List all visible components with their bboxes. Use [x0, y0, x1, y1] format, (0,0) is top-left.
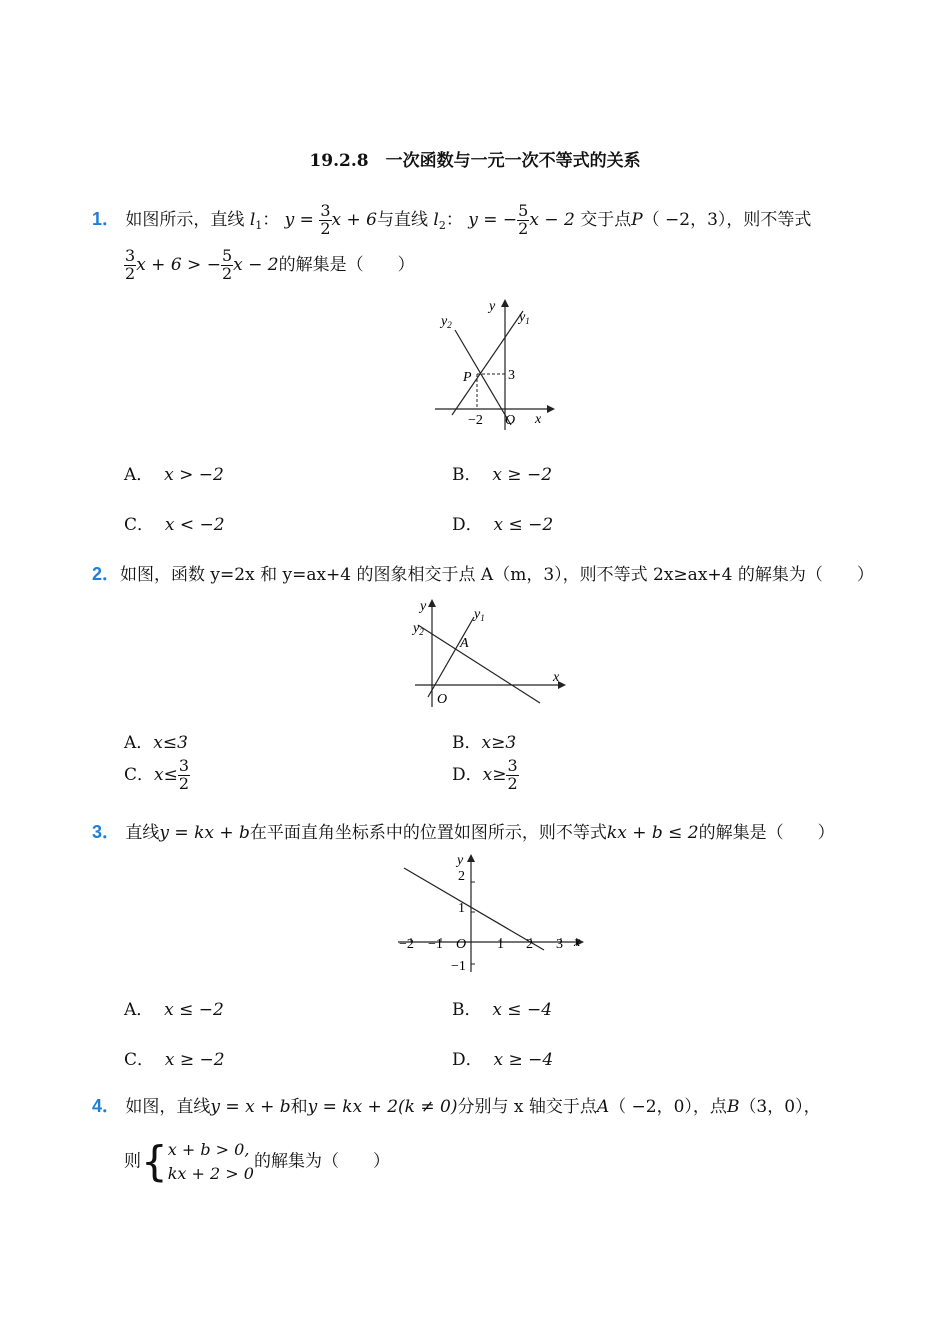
q1-eq2-num: 5 [518, 201, 529, 220]
q4-point-A: A [596, 1097, 610, 1117]
q2-option-d-text: x≥ [482, 764, 507, 785]
q2-option-d-den: 2 [507, 773, 518, 793]
q1-ineq-den1: 2 [125, 263, 136, 283]
q1-label-y: y [489, 299, 496, 314]
q1-label-y1: $y_1$ [519, 310, 530, 326]
q2-option-d-frac [506, 758, 518, 793]
q2-option-d-label: D． [452, 764, 483, 785]
q2-option-a-text: x≤3 [153, 733, 188, 753]
q3-number: 3． [92, 822, 121, 842]
q3-label-xn1: −1 [428, 937, 443, 952]
q2-option-c-text: x≤ [154, 764, 178, 785]
q3-option-c[interactable] [124, 1045, 225, 1070]
q4-text-a: 如图，直线 [125, 1097, 211, 1117]
q1-line1 [92, 203, 811, 238]
q1-label-P: P [463, 370, 472, 385]
q1-eq2-den: 2 [518, 218, 529, 238]
q3-y-arrow [467, 854, 475, 862]
q1-option-b-text: x ≥ −2 [492, 465, 553, 485]
q2-option-a-label: A． [124, 733, 154, 753]
q2-label-y2: $y_2$ [413, 621, 424, 637]
q2-option-d[interactable] [452, 758, 519, 793]
q1-graph [425, 295, 555, 435]
q3-text-b: 在平面直角坐标系中的位置如图所示，则不等式 [249, 823, 607, 843]
q3-option-a[interactable] [124, 995, 224, 1020]
q3-label-xn2: −2 [399, 937, 414, 952]
q4-sys2: kx + 2 > 0 [167, 1164, 254, 1183]
q1-ineq-mid: x + 6 > − [136, 254, 221, 275]
q1-y-arrow [501, 299, 509, 307]
q2-option-c-num: 3 [178, 756, 190, 775]
q4-system [168, 1138, 254, 1186]
q3-option-d[interactable] [452, 1045, 553, 1070]
q3-label-t1: 1 [458, 901, 465, 916]
q4-coord-A: （ −2，0），点 [609, 1097, 727, 1117]
q2-line1 [92, 560, 874, 586]
q1-option-b[interactable] [452, 460, 552, 485]
q1-ineq-frac1 [124, 248, 136, 283]
q1-eq2-frac [517, 203, 529, 238]
q1-eq1-num: 3 [320, 201, 331, 220]
q2-option-c-den: 2 [178, 773, 190, 793]
q3-label-x1: 1 [497, 937, 504, 952]
q3-graph [394, 850, 594, 975]
q4-coord-B: （3，0）， [739, 1097, 821, 1117]
q1-l1-sub: 1 [255, 219, 263, 233]
q2-option-b-label: B． [452, 733, 482, 753]
q1-eq2-pre: y = − [468, 209, 518, 230]
q4-brace: { [141, 1137, 168, 1186]
q3-label-y: y [457, 853, 464, 868]
q1-eq1-den: 2 [320, 218, 331, 238]
q4-text-d: 则 [124, 1151, 141, 1172]
q3-option-d-text: x ≥ −4 [493, 1050, 554, 1070]
q1-line2 [124, 248, 415, 283]
q2-option-c-frac [178, 758, 190, 793]
q1-eq1-frac [319, 203, 331, 238]
q1-l2-sub: 2 [438, 219, 446, 233]
q1-x-arrow [547, 405, 555, 413]
q2-y-arrow [428, 599, 436, 607]
q4-number: 4． [92, 1096, 121, 1116]
q1-colon2: ： [445, 209, 463, 230]
q4-text-e: 的解集为（ ） [253, 1151, 390, 1172]
q1-eq2-post: x − 2 [529, 209, 575, 230]
q1-colon1: ： [262, 209, 280, 230]
q3-option-b-label: B． [452, 1000, 482, 1020]
q3-label-O: O [456, 937, 467, 952]
q4-cond: (k ≠ 0) [398, 1097, 458, 1117]
q2-option-b-text: x≥3 [481, 733, 517, 753]
q1-option-c-label: C． [124, 515, 155, 535]
q1-number: 1． [92, 208, 121, 229]
q1-coords: （ −2，3），则不等式 [642, 209, 812, 230]
q3-label-x3: 3 [556, 937, 563, 952]
q3-label-x2: 2 [526, 937, 533, 952]
q2-label-x: x [553, 670, 560, 685]
q1-ineq-num2: 5 [221, 246, 233, 265]
q3-text-c: 的解集是（ ） [698, 823, 835, 843]
q1-option-d-text: x ≤ −2 [493, 515, 554, 535]
q4-sys1: x + b > 0, [167, 1140, 250, 1159]
q1-option-d-label: D． [452, 515, 483, 535]
q2-graph [410, 595, 570, 713]
q1-ineq-frac2 [221, 248, 233, 283]
q3-option-c-label: C． [124, 1050, 155, 1070]
q2-label-y: y [420, 599, 427, 614]
q1-label-O: O [505, 413, 516, 428]
q3-option-c-text: x ≥ −2 [164, 1050, 225, 1070]
q1-ineq-den2: 2 [221, 263, 233, 283]
q1-label-y2: $y_2$ [441, 314, 452, 330]
q1-label-x: x [535, 412, 542, 427]
q1-point: P [631, 209, 643, 230]
q4-line1 [92, 1092, 821, 1118]
q1-option-c-text: x < −2 [164, 515, 225, 535]
q2-label-y1: $y_1$ [474, 607, 485, 623]
q1-text-a: 如图所示，直线 [125, 209, 245, 230]
q2-number: 2． [92, 564, 121, 584]
q3-line1 [92, 818, 835, 844]
q1-eq1-post: x + 6 [331, 209, 377, 230]
q1-label-3: 3 [508, 368, 515, 383]
q2-option-c-label: C． [124, 764, 155, 785]
q1-eq1-pre: y = [284, 209, 320, 230]
q3-eq: y = kx + b [159, 823, 250, 843]
q1-text-d: 的解集是（ ） [278, 254, 415, 275]
q4-line2 [124, 1138, 390, 1186]
q1-ineq-post: x − 2 [233, 254, 279, 275]
q1-option-a-label: A． [124, 465, 154, 485]
q2-label-O: O [437, 692, 448, 707]
q2-option-a[interactable] [124, 728, 188, 753]
q2-option-c[interactable] [124, 758, 190, 793]
q3-line [404, 868, 544, 950]
q1-ineq-num1: 3 [125, 246, 136, 265]
q1-text-b: 与直线 [376, 209, 428, 230]
q4-text-b: 和 [290, 1097, 308, 1117]
q2-option-b[interactable] [452, 728, 516, 753]
q3-ineq: kx + b ≤ 2 [606, 823, 699, 843]
q1-l2: l [433, 209, 439, 230]
q4-eq1: y = x + b [210, 1097, 291, 1117]
q4-point-B: B [726, 1097, 740, 1117]
q3-option-d-label: D． [452, 1050, 483, 1070]
q3-option-a-label: A． [124, 1000, 154, 1020]
q1-option-d[interactable] [452, 510, 553, 535]
q1-option-c[interactable] [124, 510, 225, 535]
q4-text-c: 分别与 x 轴交于点 [457, 1097, 597, 1117]
q4-eq2: y = kx + 2 [307, 1097, 399, 1117]
page-title: 19.2.8 一次函数与一元一次不等式的关系 [309, 151, 641, 171]
q3-option-b[interactable] [452, 995, 552, 1020]
q1-option-a-text: x > −2 [164, 465, 224, 485]
q1-option-a[interactable] [124, 460, 224, 485]
q2-label-A: A [460, 636, 469, 651]
q3-label-t2: 2 [458, 869, 465, 884]
q1-text-c: 交于点 [580, 209, 632, 230]
q1-option-b-label: B． [452, 465, 482, 485]
q2-text: 如图，函数 y=2x 和 y=ax+4 的图象相交于点 A（m，3），则不等式 2x≥ax+4 的解集为（ ） [120, 565, 874, 585]
q3-label-tn1: −1 [451, 959, 466, 974]
q1-line-y1 [452, 311, 523, 415]
q2-option-d-num: 3 [507, 756, 518, 775]
q1-label-neg2: −2 [468, 413, 483, 428]
q3-option-a-text: x ≤ −2 [164, 1000, 224, 1020]
q1-l1: l [249, 209, 256, 230]
q3-text-a: 直线 [125, 823, 160, 843]
q3-label-x: x [574, 935, 581, 950]
q3-option-b-text: x ≤ −4 [492, 1000, 553, 1020]
